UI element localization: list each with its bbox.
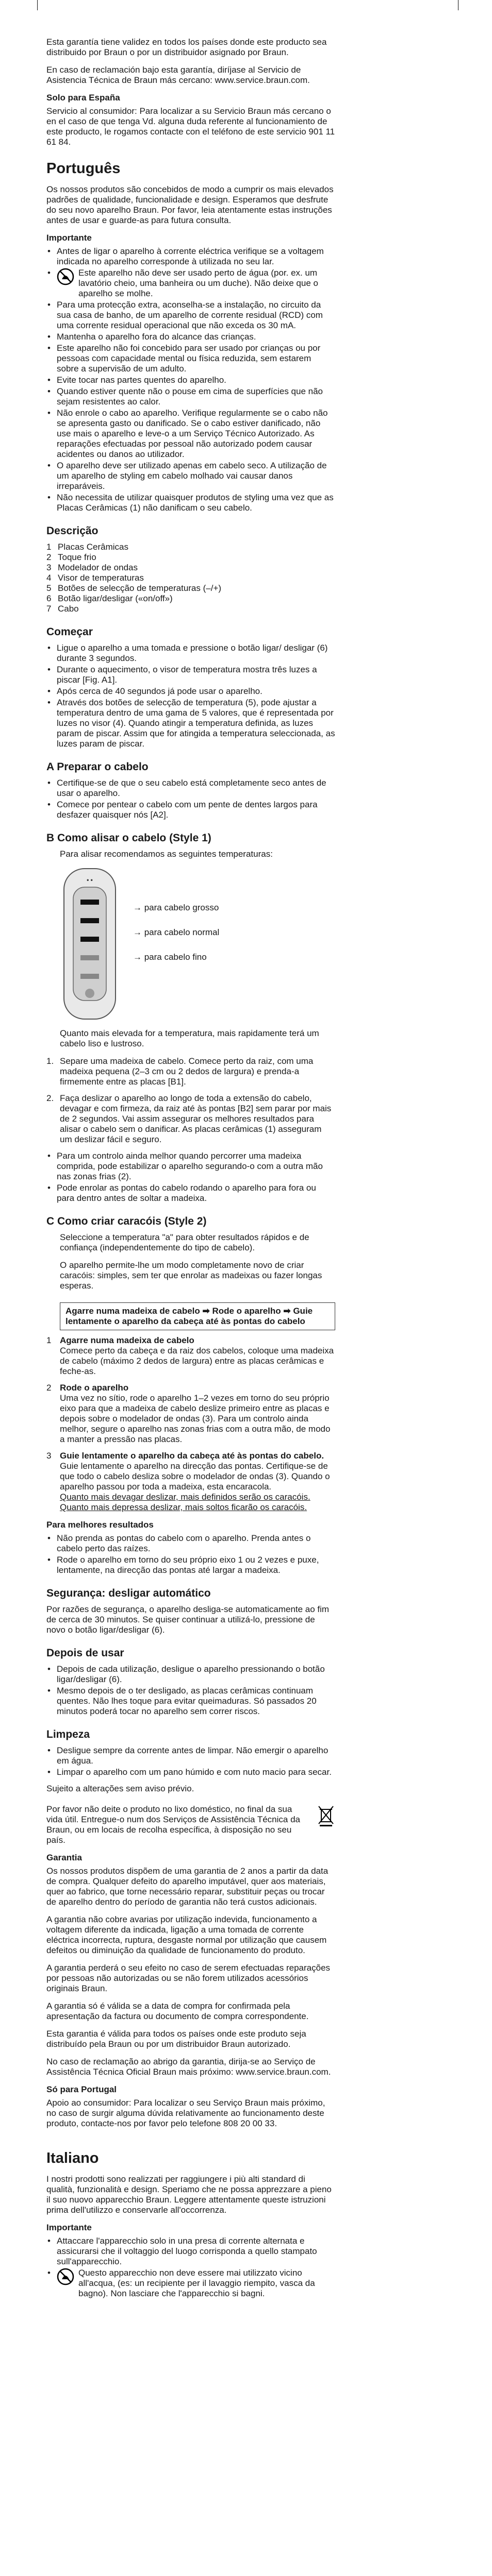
list-item: • Comece por pentear o cabelo com um pente de dentes largos para desfazer quaisquer nós [A2].: [46, 800, 335, 820]
list-item: • Mesmo depois de o ter desligado, as placas cerâmicas continuam quentes. Não lhes toque para evitar queimaduras. Só passados 20 minutos poderá tocar no aparelho sem correr riscos.: [46, 1686, 335, 1717]
it-title: Italiano: [46, 2150, 99, 2166]
no-water-icon: [57, 268, 74, 285]
pt-clean-title: Limpeza: [46, 1728, 90, 1740]
list-item: 6 Botão ligar/desligar («on/off»): [46, 594, 173, 603]
pt-warranty-p: A garantia perderá o seu efeito no caso de serem efectuadas reparações por pessoas não autorizadas ou se não forem utilizados acessórios originais Braun.: [46, 1963, 331, 1993]
pt-only-pt-text: Apoio ao consumidor: Para localizar o seu Serviço Braun mais próximo, no caso de surgir alguma dúvida relativamente ao funcionamento deste produto, contacte-nos por favor pelo telefone 808 20 00 33.: [46, 2098, 325, 2128]
it-intro: I nostri prodotti sono realizzati per raggiungere i più alti standard di qualità, funzionalità e design. Speriamo che ne possa apprezzare a pieno il suo nuovo apparecchio Braun. Leggere attentamente queste istruzioni prima dell'utilizzo e conservarle all'occorrenza.: [46, 2174, 332, 2215]
step: 2. Faça deslizar o aparelho ao longo de toda a extensão do cabelo, devagar e com firmeza, da raiz até às pontas [B2] sem parar por mais de 2 segundos. Vai assim assegurar os melhores resultados para alisar o cabelo sem o danificar. As placas cerâmicas (1) asseguram um deslizar fácil e seguro.: [46, 1093, 332, 1144]
pt-style1-title: B Como alisar o cabelo (Style 1): [46, 832, 211, 844]
it-important-list: [46, 2236, 335, 2299]
pt-warranty-p: A garantia não cobre avarias por utilização indevida, funcionamento a voltagem diferente da indicada, ligação a uma tomada de corrente eléctrica incorrecta, ruptura, desgaste normal por utilização que causem defeitos ou diminuição da qualidade de funcionamento do produto.: [46, 1914, 327, 1955]
step: 1 Agarre numa madeixa de cabelo Comece perto da cabeça e da raiz dos cabelos, coloque uma madeixa de cabelo (máximo 2 dedos de largura) entre as placas cerâmicas e feche-as.: [46, 1335, 334, 1376]
step: 1. Separe uma madeixa de cabelo. Comece perto da raiz, com uma madeixa pequena (2–3 cm ou 2 dedos de largura) e prenda-a firmemente entre as placas [B1].: [46, 1056, 314, 1087]
pt-intro: Os nossos produtos são concebidos de modo a cumprir os mais elevados padrões de qualidade, funcionalidade e design. Esperamos que desfrute do seu novo aparelho Braun. Por favor, leia atentamente estas instruções antes de usar e guarde-as para futura consulta.: [46, 184, 334, 225]
list-item: 5 Botões de selecção de temperaturas (–/+): [46, 583, 222, 593]
svg-text:• •: • •: [87, 876, 93, 884]
list-item: • Attaccare l'apparecchio solo in una presa di corrente alternata e assicurarsi che il voltaggio del luogo corrisponda a quello stampato sull'apparecchio.: [46, 2236, 335, 2267]
pt-start-title: Começar: [46, 626, 93, 638]
pt-style2-summary-box: Agarre numa madeixa de cabelo ➡ Rode o aparelho ➡ Guie lentamente o aparelho da cabeça até às pontas do cabelo: [60, 1302, 335, 1330]
list-item: • Para um controlo ainda melhor quando percorrer uma madeixa comprida, pode estabilizar o aparelho segurando-o com a outra mão nas zonas frias (2).: [46, 1151, 335, 1182]
pt-notice: Sujeito a alterações sem aviso prévio.: [46, 1784, 194, 1793]
pt-safety-text: Por razões de segurança, o aparelho desliga-se automaticamente ao fim de cerca de 30 minutos. Se quiser continuar a utilizá-lo, pressione de novo o botão ligar/desligar (6).: [46, 1604, 330, 1635]
pt-important-title: Importante: [46, 233, 92, 243]
es-paragraph: En caso de reclamación bajo esta garantía, diríjase al Servicio de Asistencia Técnica de Braun más cercano: www.service.braun.com.: [46, 65, 310, 85]
list-item: • Depois de cada utilização, desligue o aparelho pressionando o botão ligar/desligar (6).: [46, 1664, 335, 1685]
es-only-spain-title: Solo para España: [46, 93, 120, 103]
pt-style2-intro2: O aparelho permite-lhe um modo completamente novo de criar caracóis: simples, sem ter que enrolar as madeixas ou fazer longas esperas.: [60, 1260, 322, 1291]
list-item: • Antes de ligar o aparelho à corrente eléctrica verifique se a voltagem indicada no aparelho corresponde à utilizada no seu lar.: [46, 246, 335, 267]
temp-label-normal: → para cabelo normal: [133, 927, 220, 937]
es-only-spain-text: Servicio al consumidor: Para localizar a su Servicio Braun más cercano o en el caso de que tenga Vd. alguna duda referente al funcionamiento de este producto, le rogamos contacte con el teléfono de este servicio 901 11 61 84.: [46, 106, 335, 147]
list-item: • Quando estiver quente não o pouse em cima de superfícies que não sejam resistentes ao calor.: [46, 386, 335, 407]
list-item: • Não enrole o cabo ao aparelho. Verifique regularmente se o cabo não se apresenta gasto ou danificado. Se o cabo estiver danificado, não use mais o aparelho e leve-o a um Serviço Técnico Autorizado. As reparações efectuadas por pessoal não autorizado podem causar acidentes ou danos ao utilizador.: [46, 408, 335, 460]
list-item: 3 Modelador de ondas: [46, 563, 138, 572]
list-item: • Não necessita de utilizar quaisquer produtos de styling uma vez que as Placas Cerâmicas (1) não danificam o seu cabelo.: [46, 493, 335, 513]
pt-style1-steps: [46, 1056, 335, 1145]
pt-style2-steps: [46, 1335, 335, 1513]
pt-important-list: [46, 246, 335, 513]
es-paragraph: Esta garantía tiene validez en todos los países donde este producto sea distribuido por Braun o por un distribuidor asignado por Braun.: [46, 37, 327, 57]
list-item: 7 Cabo: [46, 604, 79, 614]
pt-after-list: [46, 1664, 335, 1717]
pt-clean-list: [46, 1745, 335, 1777]
list-item: • Pode enrolar as pontas do cabelo rodando o aparelho para fora ou para dentro antes de soltar a madeixa.: [46, 1183, 335, 1204]
list-item: 4 Visor de temperaturas: [46, 573, 144, 583]
list-item: • Após cerca de 40 segundos já pode usar o aparelho.: [46, 686, 335, 697]
list-item: • Limpar o aparelho com um pano húmido e com nuto macio para secar.: [46, 1767, 335, 1777]
pt-warranty-p: No caso de reclamação ao abrigo da garantia, dirija-se ao Serviço de Assistência Técnica Oficial Braun mais próximo: www.service.braun.com.: [46, 2057, 331, 2077]
temp-label-thick: → para cabelo grosso: [133, 903, 219, 912]
pt-title: Português: [46, 160, 121, 177]
pt-style2-title: C Como criar caracóis (Style 2): [46, 1215, 207, 1227]
list-item: • Não prenda as pontas do cabelo com o aparelho. Prenda antes o cabelo perto das raízes.: [46, 1533, 335, 1554]
list-item: • Evite tocar nas partes quentes do aparelho.: [46, 375, 335, 385]
list-item: • Desligue sempre da corrente antes de limpar. Não emergir o aparelho em água.: [46, 1745, 335, 1766]
list-item: • Certifique-se de que o seu cabelo está completamente seco antes de usar o aparelho.: [46, 778, 335, 799]
pt-prep-title: A Preparar o cabelo: [46, 761, 149, 773]
pt-desc-list: [46, 542, 335, 614]
crop-mark: [37, 0, 38, 10]
temperature-labels: [133, 867, 219, 977]
list-item: • Mantenha o aparelho fora do alcance das crianças.: [46, 332, 335, 342]
pt-best-title: Para melhores resultados: [46, 1520, 154, 1530]
temperature-figure: [59, 867, 335, 1021]
list-item: 1 Placas Cerâmicas: [46, 542, 128, 552]
list-item: • Através dos botões de selecção de temperatura (5), pode ajustar a temperatura dentro de uma gama de 5 valores, que é representada por luzes no visor (4). Quando atingir a temperatura definida, as luzes param de piscar. Assim que for atingida a temperatura seleccionada, as luzes param de piscar.: [46, 698, 335, 749]
list-item: • Rode o aparelho em torno do seu próprio eixo 1 ou 2 vezes e puxe, lentamente, na direcção das pontas até largar a madeixa.: [46, 1555, 335, 1575]
pt-warranty-p: Os nossos produtos dispõem de uma garantia de 2 anos a partir da data de compra. Qualquer defeito do aparelho imputável, quer aos materiais, quer ao fabrico, que torne necessário reparar, substituir peças ou trocar de aparelho dentro do período de garantia não terá custos adicionais.: [46, 1866, 329, 1907]
pt-warranty-title: Garantia: [46, 1853, 82, 1862]
pt-style2-intro: Seleccione a temperatura "a" para obter resultados rápidos e de confiança (independentemente do tipo de cabelo).: [60, 1232, 309, 1252]
it-important-title: Importante: [46, 2223, 92, 2232]
list-item: • Para uma protecção extra, aconselha-se a instalação, no circuito da sua casa de banho, de um aparelho de corrente residual (RCD) com uma corrente residual operacional que não exceda os 30 mA.: [46, 300, 335, 331]
list-item: • Este aparelho não foi concebido para ser usado por crianças ou por pessoas com capacidade mental ou física reduzida, sem estarem sobre a supervisão de um adulto.: [46, 343, 335, 374]
pt-best-list: [46, 1533, 335, 1575]
step: 3 Guie lentamente o aparelho da cabeça até às pontas do cabelo. Guie lentamente o aparelho na direcção das pontas. Certifique-se de que todo o cabelo desliza sobre o modelador de ondas (3). Quando o aparelho passou por toda a madeixa, esta encaracola. Quanto mais devagar deslizar, mais definidos serão os caracóis. Quanto mais depressa deslizar, mais soltos ficarão os caracóis.: [46, 1451, 330, 1512]
pt-warranty-p: Esta garantia é válida para todos os países onde este produto seja distribuído pela Braun ou por um distribuidor Braun autorizado.: [46, 2029, 306, 2049]
pt-style1-tips: [46, 1151, 335, 1204]
pt-prep-list: [46, 778, 335, 820]
pt-only-pt-title: Só para Portugal: [46, 2084, 117, 2094]
straightener-display-illustration: [59, 867, 121, 1021]
list-item: • Este aparelho não deve ser usado perto de água (por. ex. um lavatório cheio, uma banheira ou um duche). Não deixe que o aparelho se molhe.: [46, 268, 335, 299]
pt-style1-intro: Para alisar recomendamos as seguintes temperaturas:: [60, 849, 273, 859]
manual-page: [46, 0, 335, 2305]
pt-warranty-p: A garantia só é válida se a data de compra for confirmada pela apresentação da factura ou documento de compra correspondente.: [46, 2001, 309, 2021]
list-item: • O aparelho deve ser utilizado apenas em cabelo seco. A utilização de um aparelho de styling em cabelo molhado vai causar danos irreparáveis.: [46, 461, 335, 492]
pt-style1-note: Quanto mais elevada for a temperatura, mais rapidamente terá um cabelo liso e lustroso.: [60, 1028, 319, 1048]
step: 2 Rode o aparelho Uma vez no sítio, rode o aparelho 1–2 vezes em torno do seu próprio eixo para que a madeixa de cabelo deslize primeiro entre as placas e depois sobre o modelador de ondas (3). Para um controlo ainda melhor, segure o aparelho nas zonas frias com a outra mão, de modo a manter a pressão nas placas.: [46, 1383, 331, 1444]
pt-start-list: [46, 643, 335, 749]
list-item: • Questo apparecchio non deve essere mai utilizzato vicino all'acqua, (es: un recipiente per il lavaggio riempito, vasca da bagno). Non lasciare che l'apparecchio si bagni.: [46, 2268, 335, 2299]
list-item: • Ligue o aparelho a uma tomada e pressione o botão ligar/ desligar (6) durante 3 segundos.: [46, 643, 335, 664]
pt-after-title: Depois de usar: [46, 1647, 124, 1659]
list-item: 2 Toque frio: [46, 552, 96, 562]
temp-label-fine: → para cabelo fino: [133, 952, 207, 962]
pt-disposal-text: Por favor não deite o produto no lixo doméstico, no final da sua vida útil. Entregue-o num dos Serviços de Assistência Técnica da Braun, ou em locais de recolha específica, à disposição no seu país.: [46, 1804, 301, 1845]
crossed-bin-icon: [317, 1804, 335, 1827]
list-item: • Durante o aquecimento, o visor de temperatura mostra três luzes a piscar [Fig. A1].: [46, 665, 335, 685]
pt-desc-title: Descrição: [46, 525, 99, 537]
pt-safety-title: Segurança: desligar automático: [46, 1587, 211, 1599]
no-water-icon: [57, 2268, 74, 2285]
